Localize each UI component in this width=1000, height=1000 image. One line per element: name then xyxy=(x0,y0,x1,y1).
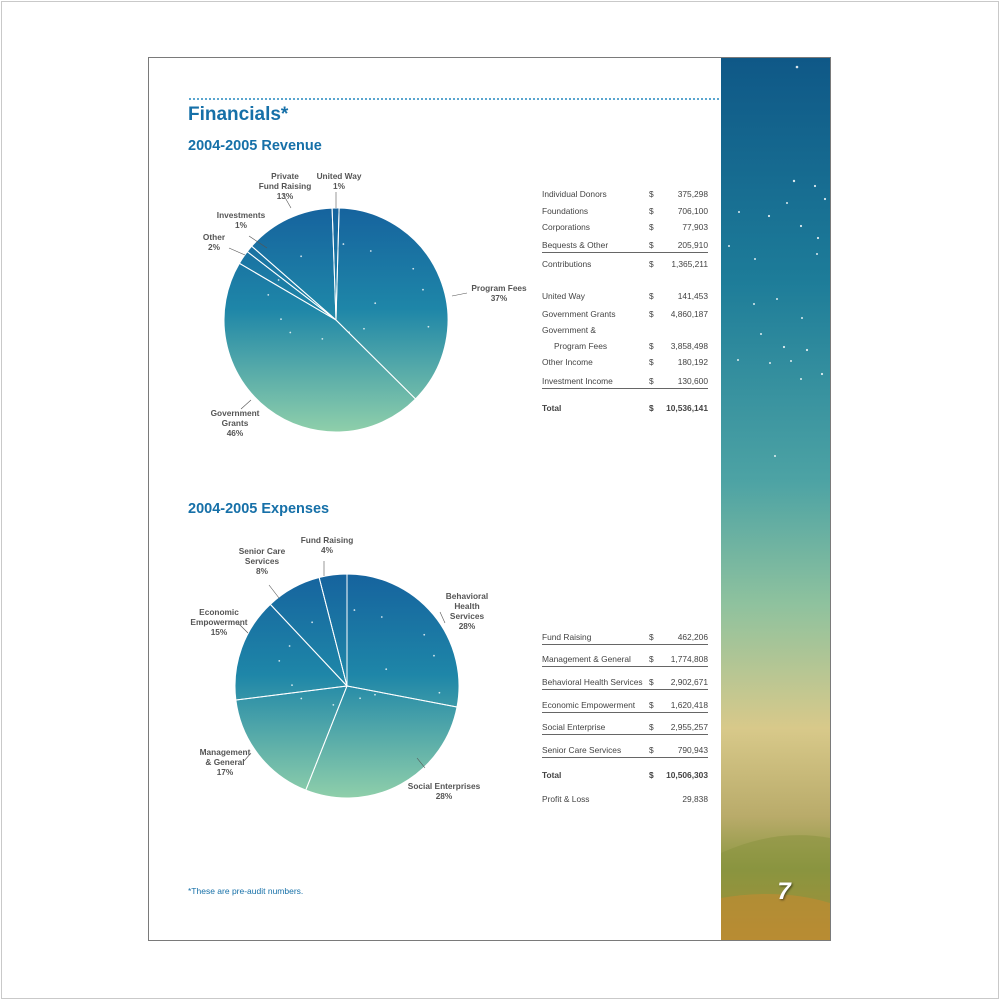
star-sparkle xyxy=(385,668,387,670)
table-row: Foundations $ 706,100 xyxy=(542,206,708,216)
table-row-total: Total $ 10,506,303 xyxy=(542,770,708,780)
star-sparkle xyxy=(289,645,291,647)
table-row: Senior Care Services $ 790,943 xyxy=(542,743,708,758)
star-sparkle xyxy=(359,697,361,699)
table-row: Profit & Loss 29,838 xyxy=(542,794,708,804)
expenses-title: 2004-2005 Expenses xyxy=(188,501,330,517)
revenue-title: 2004-2005 Revenue xyxy=(188,138,322,154)
table-row: Social Enterprise $ 2,955,257 xyxy=(542,720,708,735)
label-program-fees: Program Fees 37% xyxy=(471,283,527,303)
star-sparkle xyxy=(370,250,372,252)
star-sparkle xyxy=(363,328,365,330)
star-sparkle xyxy=(423,634,425,636)
label-united-way: United Way 1% xyxy=(316,171,362,191)
star-sparkle xyxy=(280,318,282,320)
label-senior-care-services: Senior Care Services 8% xyxy=(238,546,286,576)
label-private-fund-raising: Private Fund Raising 13% xyxy=(258,171,312,201)
star-sparkle xyxy=(412,268,414,270)
star-sparkle xyxy=(348,331,350,333)
table-row-total: Total $ 10,536,141 xyxy=(542,403,708,413)
leader-senior-care xyxy=(269,585,279,598)
label-investments: Investments 1% xyxy=(216,210,266,230)
star-sparkle xyxy=(381,616,383,618)
report-page xyxy=(148,57,831,941)
table-row: Fund Raising $ 462,206 xyxy=(542,630,708,645)
star-sparkle xyxy=(311,621,313,623)
table-row: Behavioral Health Services $ 2,902,671 xyxy=(542,675,708,690)
star-sparkle xyxy=(374,694,376,696)
star-sparkle xyxy=(353,609,355,611)
table-row: Investment Income $ 130,600 xyxy=(542,374,708,389)
table-row: Program Fees $ 3,858,498 xyxy=(554,341,708,351)
star-sparkle xyxy=(300,255,302,257)
star-sparkle xyxy=(300,698,302,700)
label-behavioral-health-services: Behavioral Health Services 28% xyxy=(445,591,489,631)
table-row: Government & xyxy=(542,325,596,335)
table-row: Government Grants $ 4,860,187 xyxy=(542,309,708,319)
table-row: Other Income $ 180,192 xyxy=(542,357,708,367)
star-sparkle xyxy=(289,332,291,334)
table-row: Contributions $ 1,365,211 xyxy=(542,259,708,269)
star-sparkle xyxy=(332,704,334,706)
star-sparkle xyxy=(422,289,424,291)
table-row: United Way $ 141,453 xyxy=(542,291,708,301)
footnote: *These are pre-audit numbers. xyxy=(188,886,304,896)
table-row: Management & General $ 1,774,808 xyxy=(542,652,708,667)
label-economic-empowerment: Economic Empowerment 15% xyxy=(190,607,248,637)
star-sparkle xyxy=(291,684,293,686)
label-other: Other 2% xyxy=(202,232,226,252)
star-sparkle xyxy=(267,294,269,296)
table-row: Economic Empowerment $ 1,620,418 xyxy=(542,698,708,713)
star-sparkle xyxy=(278,660,280,662)
star-sparkle xyxy=(321,338,323,340)
star-sparkle xyxy=(278,279,280,281)
label-fund-raising: Fund Raising 4% xyxy=(300,535,354,555)
table-row: Corporations $ 77,903 xyxy=(542,222,708,232)
star-sparkle xyxy=(342,243,344,245)
star-sparkle xyxy=(428,326,430,328)
star-sparkle xyxy=(374,302,376,304)
decorative-sky-panel xyxy=(721,58,830,940)
label-government-grants: Government Grants 46% xyxy=(210,408,260,438)
table-row: Individual Donors $ 375,298 xyxy=(542,189,708,199)
page-number: 7 xyxy=(777,878,791,905)
star-sparkle xyxy=(439,692,441,694)
table-row: Bequests & Other $ 205,910 xyxy=(542,238,708,253)
star-sparkle xyxy=(433,655,435,657)
page-title: Financials* xyxy=(188,104,289,125)
label-social-enterprises: Social Enterprises 28% xyxy=(407,781,481,801)
label-management-general: Management & General 17% xyxy=(199,747,251,777)
